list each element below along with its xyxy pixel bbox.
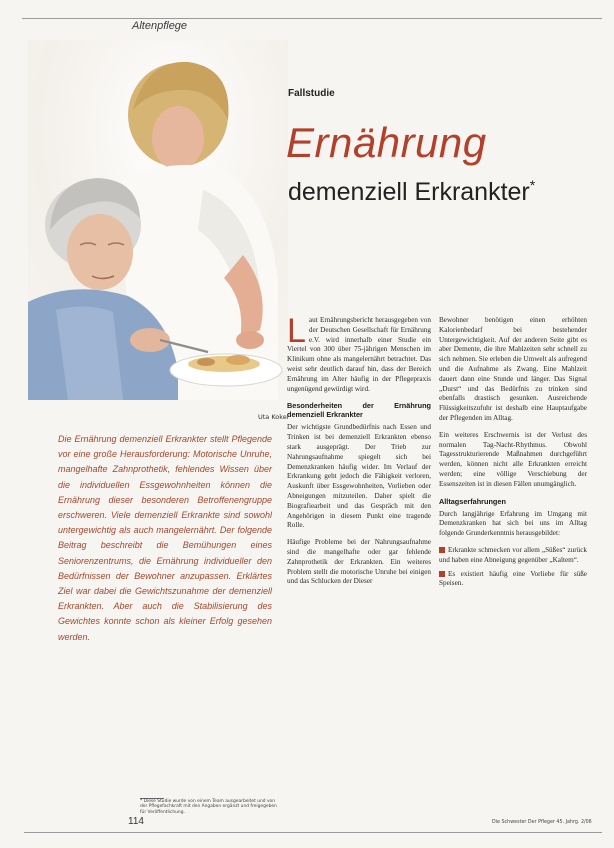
body-column-1 <box>287 312 431 594</box>
list-item-text: Erkrankte schmecken vor allem „Süßes“ zurück und haben eine Abneigung gegenüber „Kaltem“. <box>439 545 587 564</box>
paragraph: Der wichtigste Grundbedürfnis nach Essen und Trinken ist bei demenziell Erkrankten ebenso stark ausgeprägt. Der Trieb zur Nahrungsaufnahme spiegelt sich bei Demenzkranken häufig wider. Im Verlauf der Erkrankung geht jedoch die Fähigkeit verloren, Auskunft über Essgewohnheiten, Vorlieben oder Abneigungen mitzuteilen. Daher spielt die Biografiearbeit und das Gespräch mit den Angehörigen in diesem Punkt eine tragende Rolle. <box>287 423 431 530</box>
footnote-mark: * <box>529 177 536 193</box>
list-item-text: Es existiert häufig eine Vorliebe für süße Speisen. <box>439 569 587 588</box>
bullet-list <box>439 546 587 589</box>
subtitle-text: demenziell Erkrankter <box>288 178 530 206</box>
paragraph: Ein weiteres Erschwernis ist der Verlust des normalen Tag-Nacht-Rhythmus. Obwohl Tagesstrukturierende Maßnahmen durchgeführt werden, können nicht alle Erkrankten erreicht werden; eine völlige Verschiebung der Essenszeiten ist in diesen Fällen unumgänglich. <box>439 430 587 488</box>
section-label: Altenpflege <box>132 20 188 32</box>
paragraph: Durch langjährige Erfahrung im Umgang mit Demenzkranken hat sich bei uns im Alltag folgende Grunderkenntnis herausgebildet: <box>439 509 587 538</box>
journal-reference: Die Schwester Der Pfleger 45. Jahrg. 2/06 <box>492 820 592 825</box>
square-bullet-icon <box>439 547 445 553</box>
body-column-2 <box>439 316 587 593</box>
article-title: Ernährung <box>286 119 487 166</box>
paragraph <box>287 312 431 394</box>
footnote: * Diese Studie wurde von einem Team ausgearbeitet und von der Pflegefachkraft mit den Angaben ergänzt und freigegeben für Veröffentlichung. <box>140 799 277 815</box>
article-photo <box>28 40 288 400</box>
photo-illustration <box>28 40 288 400</box>
paragraph: Bewohner benötigen einen erhöhten Kalorienbedarf bei bestehender Untergewichtigkeit. Auf der anderen Seite gibt es aber Demente, die ihre Mahlzeiten sehr schnell zu sich nehmen. Sie erleben die Umwelt als aufregend und die Aufnahme als Zwang. Eine Mahlzeit dauert dann eine Stunde und länger. Das Signal „Durst“ und das Bedürfnis zu trinken sind ebenfalls drastisch gesunken. Ausreichende Flüssigkeitszufuhr ist deshalb eine Hauptaufgabe der Pflegenden im Alltag. <box>439 316 587 422</box>
drop-cap: L <box>287 312 306 350</box>
paragraph-text: aut Ernährungsbericht herausgegeben von der Deutschen Gesellschaft für Ernährung e.V. wird innerhalb einer Studie ein Viertel von 300 über 75-jährigen Menschen im Klinikum ohne als mangelernährt betrachtet. Das weist sehr deutlich darauf hin, dass der Bereich Ernährung im Alter häufig in der Pflegepraxis ungenügend gewürdigt wird. <box>287 316 431 393</box>
article-lead: Die Ernährung demenziell Erkrankter stellt Pflegende vor eine große Herausforderung: Motorische Unruhe, mangelhafte Zahnprothetik, fehlendes Wissen über die individuellen Essgewohnheiten können die Ernährung dieser besonderen Betroffenengruppe erschweren. Viele demenziell Erkrankte sind sowohl untergewichtig als auch mangelernährt. Der folgende Beitrag beschreibt die Bemühungen eines Seniorenzentrums, die Ernährung individueller den Bedürfnissen der Bewohner anzupassen. Erklärtes Ziel war dabei die Gewichtszunahme der demenziell Erkrankten. Aber auch die Stabilisierung des Gewichtes konnte schon als kleiner Erfolg gesehen werden. <box>58 434 272 642</box>
article-subtitle <box>288 177 536 206</box>
paragraph: Häufige Probleme bei der Nahrungsaufnahme sind die mangelhafte oder gar fehlende Zahnprothetik der Erkrankten. Ein weiteres Problem stellt die motorische Unruhe bei einigen und das Schlucken der Dieser <box>287 538 431 586</box>
bottom-rule <box>24 832 602 833</box>
list-item <box>439 570 587 590</box>
page-number: 114 <box>128 816 144 827</box>
subheading: Alltagserfahrungen <box>439 496 506 506</box>
photo-credit: Uta Kokel <box>258 413 289 421</box>
subheading: Besonderheiten der Ernährung demenziell Erkrankter <box>287 401 431 420</box>
list-item <box>439 546 587 566</box>
article-kicker: Fallstudie <box>288 88 335 99</box>
square-bullet-icon <box>439 571 445 577</box>
top-rule <box>22 18 602 19</box>
